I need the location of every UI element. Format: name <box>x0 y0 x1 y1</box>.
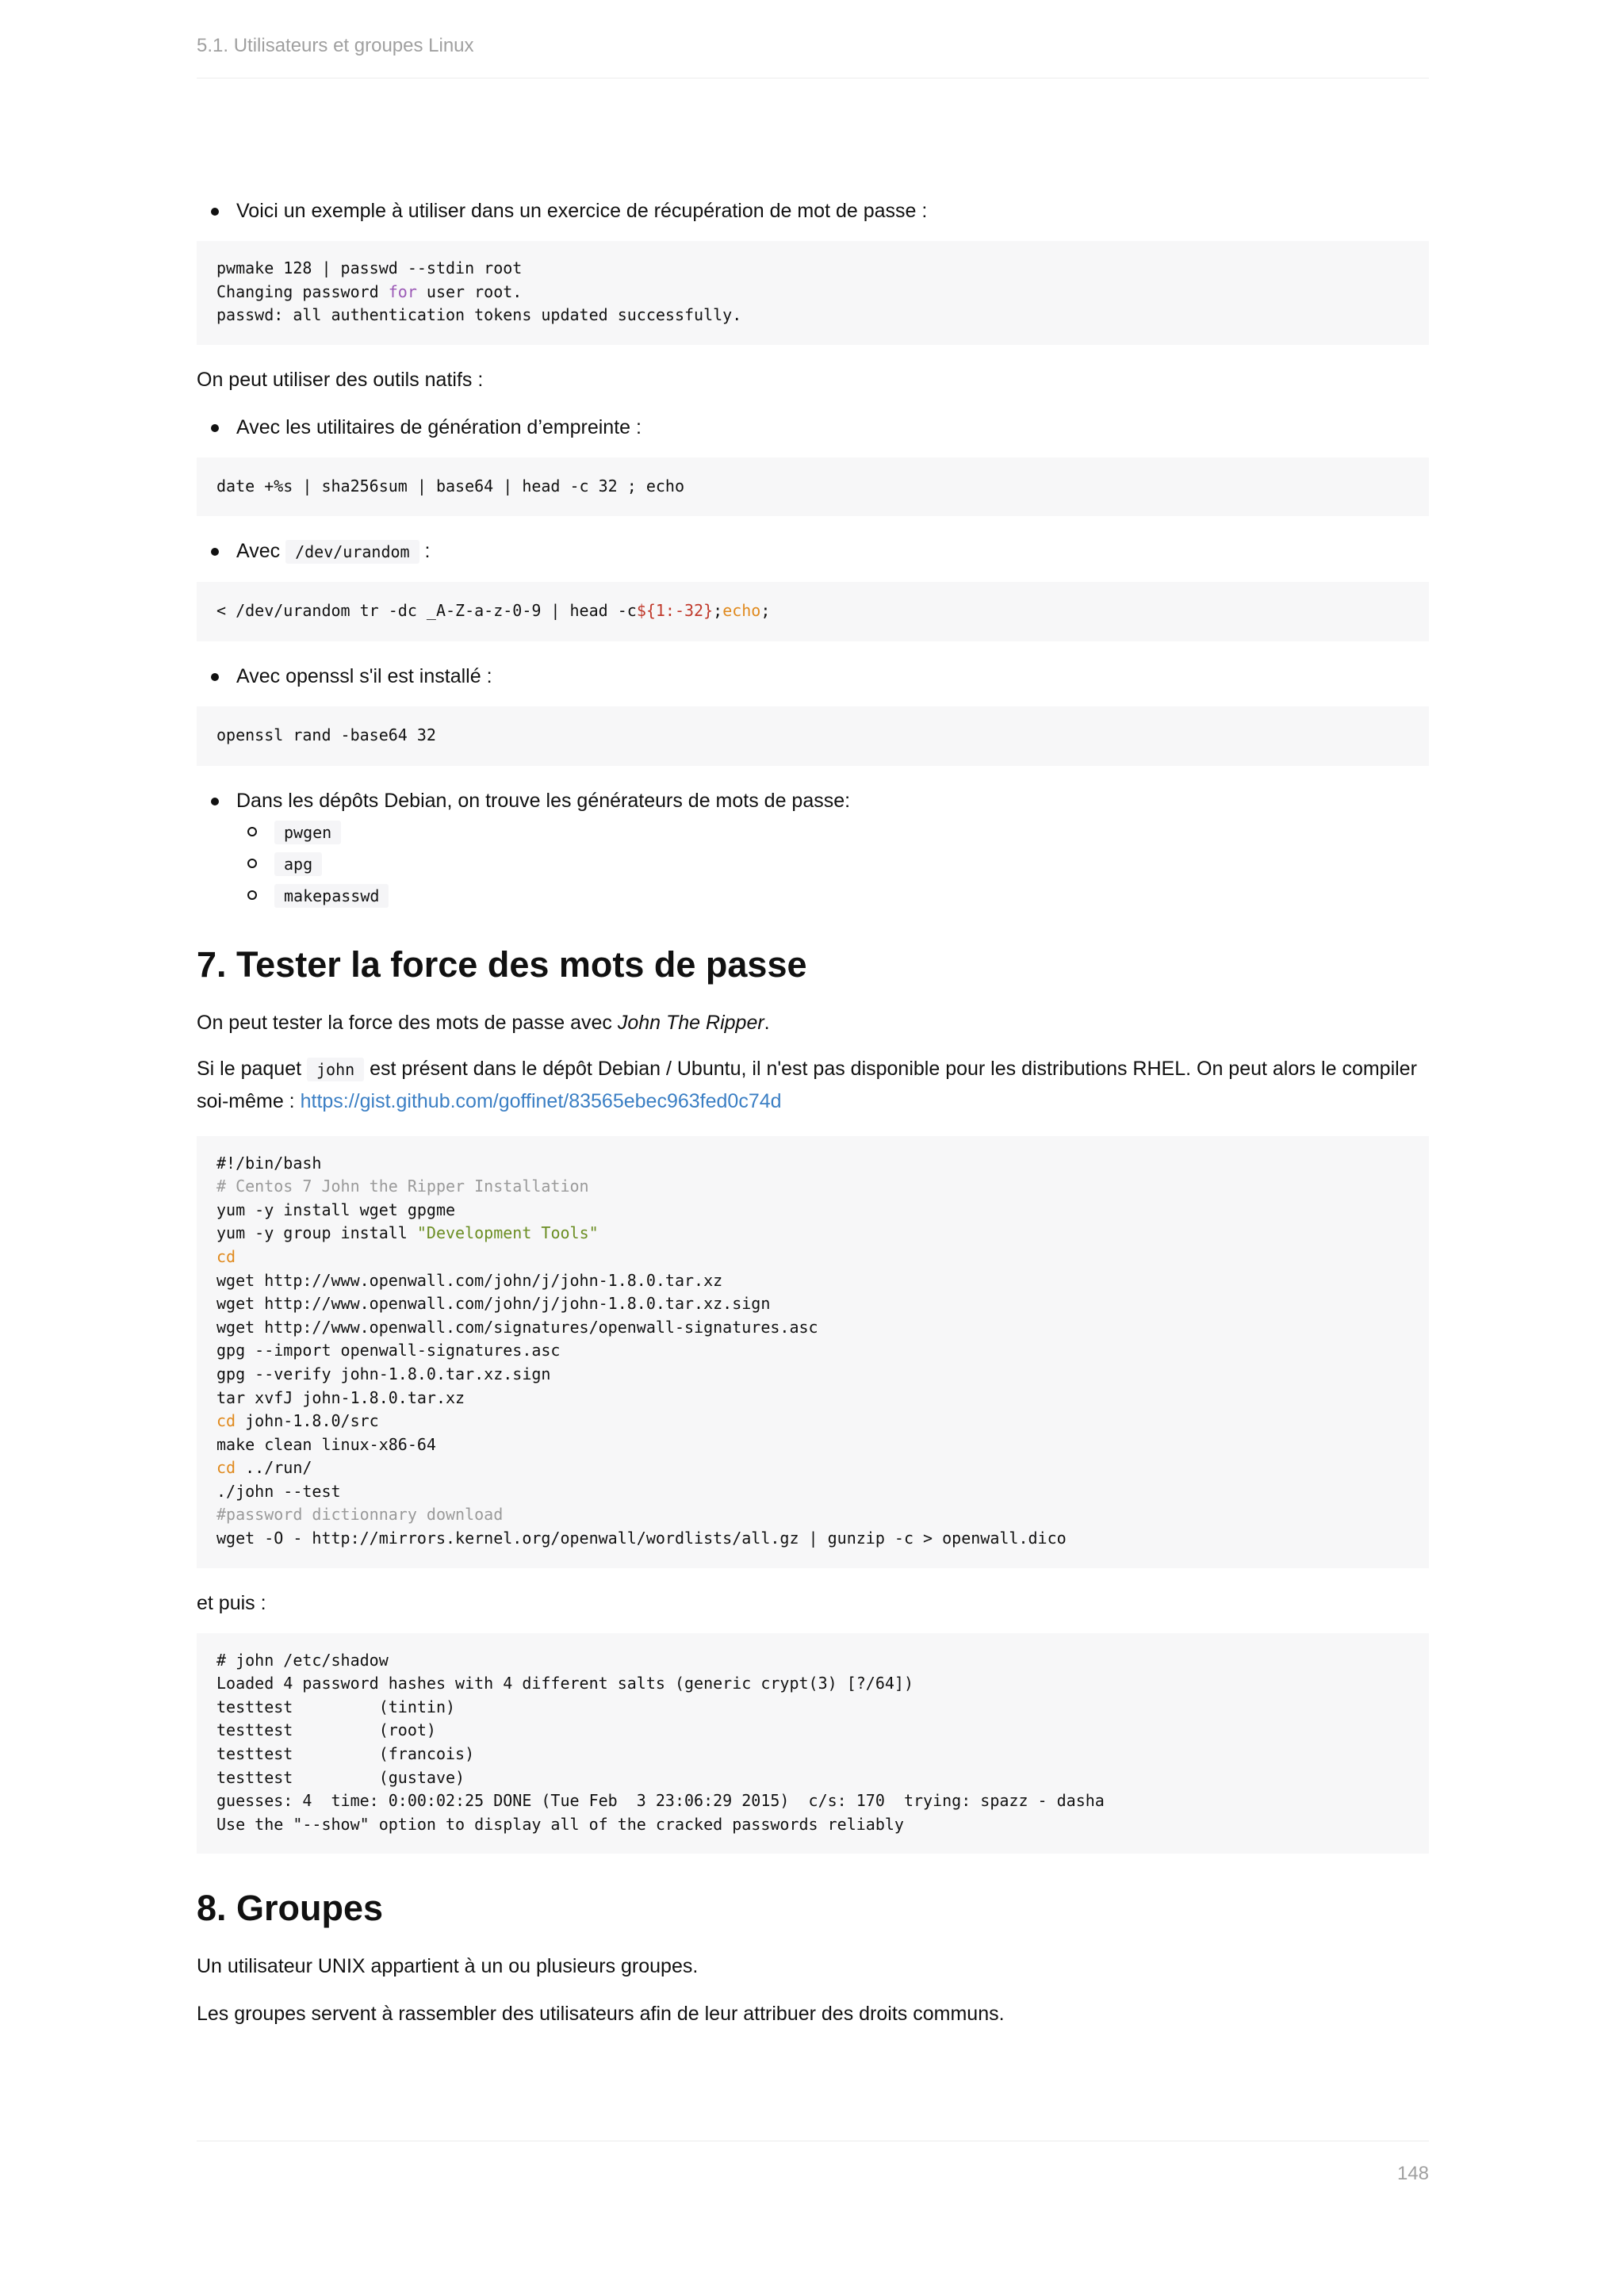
code-line: cd ../run/ <box>216 1458 312 1478</box>
bullet-urandom: Avec /dev/urandom : <box>197 535 1429 568</box>
bullet-openssl: Avec openssl s'il est installé : <box>197 660 1429 692</box>
inline-code-tool: apg <box>274 852 322 876</box>
code-line: wget http://www.openwall.com/john/j/john-1.8.0.tar.xz.sign <box>216 1294 771 1314</box>
code-line: date +%s | sha256sum | base64 | head -c 32 ; echo <box>216 476 685 496</box>
code-comment: # Centos 7 John the Ripper Installation <box>216 1177 589 1196</box>
section-8-heading: 8. Groupes <box>197 1888 384 1929</box>
builtin-token: cd <box>216 1458 236 1478</box>
bullet-empreinte: Avec les utilitaires de génération d’empreinte : <box>197 411 1429 443</box>
inline-code-tool: pwgen <box>274 821 341 844</box>
content-flow <box>197 195 1429 2030</box>
inline-code-urandom: /dev/urandom <box>285 540 419 564</box>
list-item <box>197 817 1429 848</box>
code-line: yum -y group install "Development Tools" <box>216 1223 599 1243</box>
code-line: wget http://www.openwall.com/john/j/john-1.8.0.tar.xz <box>216 1270 723 1290</box>
code-line: testtest (tintin) <box>216 1697 456 1716</box>
builtin-token: cd <box>216 1246 236 1266</box>
paragraph-john-intro: On peut tester la force des mots de passe avec John The Ripper. <box>197 1011 770 1034</box>
code-comment: #password dictionnary download <box>216 1505 504 1525</box>
variable-token: ${1:-32} <box>636 601 714 621</box>
code-line: ./john --test <box>216 1481 341 1501</box>
bullet-debian: Dans les dépôts Debian, on trouve les générateurs de mots de passe: <box>197 785 1429 817</box>
code-line: wget -O - http://mirrors.kernel.org/openwall/wordlists/all.gz | gunzip -c > openwall.dico <box>216 1529 1067 1548</box>
code-line: tar xvfJ john-1.8.0.tar.xz <box>216 1387 465 1407</box>
code-line: Use the "--show" option to display all of the cracked passwords reliably <box>216 1814 904 1834</box>
code-line: Loaded 4 password hashes with 4 different salts (generic crypt(3) [?/64]) <box>216 1674 914 1693</box>
code-block-john-output <box>197 1633 1429 1854</box>
inline-code-john: john <box>307 1058 364 1081</box>
code-block-openssl <box>197 706 1429 766</box>
code-line: pwmake 128 | passwd --stdin root <box>216 258 523 277</box>
code-line: wget http://www.openwall.com/signatures/openwall-signatures.asc <box>216 1317 818 1337</box>
code-line: passwd: all authentication tokens updated successfully. <box>216 305 742 325</box>
code-line: Changing password for user root. <box>216 281 523 301</box>
section-7-heading: 7. Tester la force des mots de passe <box>197 943 807 985</box>
paragraph-et-puis: et puis : <box>197 1591 266 1614</box>
running-header: 5.1. Utilisateurs et groupes Linux <box>197 35 1429 78</box>
code-line: yum -y install wget gpgme <box>216 1200 456 1219</box>
document-page <box>197 0 1429 2296</box>
code-line: < /dev/urandom tr -dc _A-Z-a-z-0-9 | head -c${1:-32};echo; <box>216 601 771 621</box>
code-line: gpg --verify john-1.8.0.tar.xz.sign <box>216 1364 551 1383</box>
code-line: guesses: 4 time: 0:00:02:25 DONE (Tue Feb 3 23:06:29 2015) c/s: 170 trying: spazz - dasha <box>216 1791 1105 1811</box>
code-line: testtest (gustave) <box>216 1767 465 1787</box>
builtin-token: cd <box>216 1411 236 1431</box>
code-line: openssl rand -base64 32 <box>216 725 436 744</box>
code-line: testtest (francois) <box>216 1744 475 1764</box>
code-block-date <box>197 457 1429 517</box>
code-block-urandom <box>197 582 1429 641</box>
code-line: testtest (root) <box>216 1720 436 1740</box>
code-block-john-install <box>197 1136 1429 1568</box>
code-line: make clean linux-x86-64 <box>216 1434 436 1454</box>
code-line: gpg --import openwall-signatures.asc <box>216 1341 561 1360</box>
string-token: "Development Tools" <box>416 1223 599 1243</box>
code-line: cd john-1.8.0/src <box>216 1411 379 1431</box>
code-line: # john /etc/shadow <box>216 1650 389 1670</box>
paragraph-groups-1: Un utilisateur UNIX appartient à un ou plusieurs groupes. <box>197 1955 699 1978</box>
paragraph-natifs: On peut utiliser des outils natifs : <box>197 368 484 391</box>
list-item <box>197 880 1429 912</box>
list-item <box>197 848 1429 880</box>
bullet-intro: Voici un exemple à utiliser dans un exercice de récupération de mot de passe : <box>197 195 1429 227</box>
code-line: #!/bin/bash <box>216 1153 322 1173</box>
builtin-token: echo <box>722 601 761 621</box>
paragraph-john-package: Si le paquet john est présent dans le dépôt Debian / Ubuntu, il n'est pas disponible pour les distributions RHEL. On peut alors le compiler soi-même : https://gist.github.com/goffinet/83565ebec963fed0c74d <box>197 1057 1417 1112</box>
page-number: 148 <box>1396 2163 1429 2184</box>
keyword-token: for <box>388 281 417 301</box>
gist-link[interactable]: https://gist.github.com/goffinet/83565ebec963fed0c74d <box>300 1089 782 1112</box>
inline-code-tool: makepasswd <box>274 884 389 908</box>
code-block-pwmake <box>197 241 1429 345</box>
paragraph-groups-2: Les groupes servent à rassembler des utilisateurs afin de leur attribuer des droits communs. <box>197 2003 1005 2026</box>
